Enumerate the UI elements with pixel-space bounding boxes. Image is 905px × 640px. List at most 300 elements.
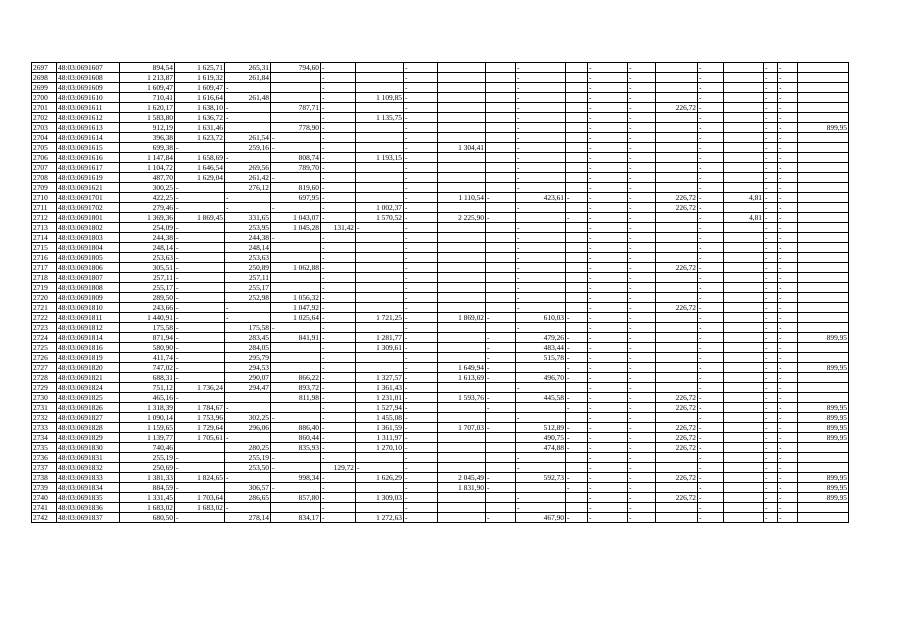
row-number-cell: 2725 xyxy=(32,343,57,353)
value-cell: 445,58 xyxy=(516,393,566,403)
value-cell xyxy=(798,163,849,173)
table-row xyxy=(32,413,849,423)
value-cell: - xyxy=(175,453,225,463)
value-cell xyxy=(486,143,516,153)
value-cell: 1 361,43 xyxy=(356,383,404,393)
value-cell xyxy=(438,303,486,313)
value-cell: 1 455,08 xyxy=(356,413,404,423)
value-cell xyxy=(724,333,764,343)
value-cell: - xyxy=(404,123,438,133)
value-cell: - xyxy=(321,103,356,113)
value-cell xyxy=(566,323,588,333)
value-cell: - xyxy=(778,413,798,423)
row-number-cell: 2723 xyxy=(32,323,57,333)
value-cell: - xyxy=(588,413,628,423)
value-cell xyxy=(438,243,486,253)
value-cell: - xyxy=(764,223,778,233)
table-row xyxy=(32,193,849,203)
value-cell: - xyxy=(321,333,356,343)
value-cell: - xyxy=(698,293,724,303)
table-row xyxy=(32,263,849,273)
row-number-cell: 2728 xyxy=(32,373,57,383)
cadastral-number-cell: 48:03:0691831 xyxy=(57,453,120,463)
value-cell: - xyxy=(698,353,724,363)
row-number-cell: 2739 xyxy=(32,483,57,493)
value-cell xyxy=(724,143,764,153)
row-number-cell: 2701 xyxy=(32,103,57,113)
value-cell xyxy=(724,473,764,483)
value-cell: - xyxy=(698,433,724,443)
value-cell: - xyxy=(175,243,225,253)
value-cell xyxy=(438,263,486,273)
value-cell: - xyxy=(698,183,724,193)
value-cell: - xyxy=(778,263,798,273)
value-cell: 496,70 xyxy=(516,373,566,383)
value-cell: - xyxy=(588,193,628,203)
value-cell: 740,46 xyxy=(120,443,175,453)
value-cell xyxy=(656,113,698,123)
value-cell: - xyxy=(516,293,566,303)
value-cell xyxy=(656,123,698,133)
value-cell: - xyxy=(225,503,271,513)
value-cell: 697,95 xyxy=(271,193,321,203)
value-cell xyxy=(724,93,764,103)
value-cell: - xyxy=(628,283,656,293)
value-cell: - xyxy=(698,93,724,103)
table-row xyxy=(32,433,849,443)
value-cell xyxy=(798,303,849,313)
value-cell: - xyxy=(516,243,566,253)
value-cell: - xyxy=(778,283,798,293)
value-cell xyxy=(486,463,516,473)
value-cell xyxy=(566,253,588,263)
value-cell: - xyxy=(764,93,778,103)
value-cell xyxy=(486,323,516,333)
value-cell: 283,45 xyxy=(225,333,271,343)
value-cell: - xyxy=(588,473,628,483)
value-cell: - xyxy=(764,163,778,173)
value-cell xyxy=(724,463,764,473)
value-cell xyxy=(486,123,516,133)
value-cell xyxy=(656,283,698,293)
value-cell xyxy=(656,343,698,353)
value-cell xyxy=(438,73,486,83)
value-cell: - xyxy=(271,203,321,213)
value-cell: - xyxy=(175,183,225,193)
value-cell: - xyxy=(321,123,356,133)
value-cell: 278,14 xyxy=(225,513,271,523)
value-cell xyxy=(798,383,849,393)
value-cell: - xyxy=(271,133,321,143)
value-cell: - xyxy=(778,213,798,223)
value-cell: - xyxy=(764,353,778,363)
value-cell: 226,72 xyxy=(656,393,698,403)
value-cell xyxy=(724,173,764,183)
value-cell: - xyxy=(486,343,516,353)
value-cell: - xyxy=(588,263,628,273)
value-cell xyxy=(356,183,404,193)
value-cell: 1 090,14 xyxy=(120,413,175,423)
row-number-cell: 2719 xyxy=(32,283,57,293)
table-row xyxy=(32,293,849,303)
value-cell: - xyxy=(698,73,724,83)
row-number-cell: 2736 xyxy=(32,453,57,463)
cadastral-number-cell: 48:03:0691804 xyxy=(57,243,120,253)
value-cell: 899,95 xyxy=(798,423,849,433)
row-number-cell: 2705 xyxy=(32,143,57,153)
value-cell: - xyxy=(516,183,566,193)
value-cell: 1 361,59 xyxy=(356,423,404,433)
value-cell: - xyxy=(698,453,724,463)
value-cell: 422,25 xyxy=(120,193,175,203)
value-cell: - xyxy=(404,433,438,443)
cadastral-number-cell: 48:03:0691610 xyxy=(57,93,120,103)
value-cell xyxy=(798,153,849,163)
value-cell xyxy=(724,383,764,393)
value-cell: - xyxy=(588,213,628,223)
value-cell: - xyxy=(404,133,438,143)
value-cell xyxy=(438,223,486,233)
value-cell: - xyxy=(628,463,656,473)
value-cell: 300,25 xyxy=(120,183,175,193)
value-cell: 1 331,45 xyxy=(120,493,175,503)
value-cell: - xyxy=(225,113,271,123)
cadastral-number-cell: 48:03:0691701 xyxy=(57,193,120,203)
cadastral-number-cell: 48:03:0691829 xyxy=(57,433,120,443)
value-cell xyxy=(486,133,516,143)
value-cell: - xyxy=(764,183,778,193)
value-cell: 226,72 xyxy=(656,403,698,413)
value-cell xyxy=(438,63,486,73)
value-cell: - xyxy=(764,403,778,413)
value-cell xyxy=(656,503,698,513)
value-cell xyxy=(516,363,566,373)
value-cell: - xyxy=(566,423,588,433)
value-cell: 610,03 xyxy=(516,313,566,323)
value-cell: - xyxy=(628,193,656,203)
value-cell: - xyxy=(698,213,724,223)
value-cell: - xyxy=(778,123,798,133)
value-cell xyxy=(438,173,486,183)
value-cell xyxy=(724,343,764,353)
value-cell: - xyxy=(404,213,438,223)
value-cell xyxy=(656,383,698,393)
value-cell: 226,72 xyxy=(656,193,698,203)
value-cell: - xyxy=(628,93,656,103)
value-cell xyxy=(356,253,404,263)
value-cell xyxy=(724,493,764,503)
value-cell: 894,54 xyxy=(120,63,175,73)
value-cell xyxy=(798,503,849,513)
value-cell: - xyxy=(588,153,628,163)
value-cell xyxy=(798,103,849,113)
value-cell: - xyxy=(698,223,724,233)
value-cell: - xyxy=(698,243,724,253)
value-cell: - xyxy=(698,253,724,263)
value-cell xyxy=(356,273,404,283)
value-cell xyxy=(566,183,588,193)
value-cell: 129,72 xyxy=(321,463,356,473)
value-cell: 1 638,10 xyxy=(175,103,225,113)
table-row xyxy=(32,283,849,293)
value-cell: - xyxy=(404,503,438,513)
value-cell xyxy=(486,293,516,303)
value-cell: - xyxy=(271,413,321,423)
value-cell: 411,74 xyxy=(120,353,175,363)
value-cell: 284,05 xyxy=(225,343,271,353)
value-cell: - xyxy=(698,323,724,333)
value-cell xyxy=(798,213,849,223)
value-cell: - xyxy=(404,493,438,503)
value-cell: - xyxy=(225,403,271,413)
row-number-cell: 2733 xyxy=(32,423,57,433)
value-cell xyxy=(566,453,588,463)
value-cell: 680,50 xyxy=(120,513,175,523)
value-cell: - xyxy=(516,233,566,243)
value-cell xyxy=(356,453,404,463)
value-cell xyxy=(486,113,516,123)
value-cell xyxy=(656,453,698,463)
value-cell: - xyxy=(778,343,798,353)
value-cell: - xyxy=(321,143,356,153)
value-cell: - xyxy=(764,103,778,113)
value-cell: - xyxy=(321,153,356,163)
value-cell: - xyxy=(516,123,566,133)
value-cell xyxy=(438,123,486,133)
value-cell xyxy=(798,293,849,303)
value-cell xyxy=(438,513,486,523)
value-cell: 899,95 xyxy=(798,123,849,133)
value-cell: 834,17 xyxy=(271,513,321,523)
value-cell: - xyxy=(588,203,628,213)
value-cell: - xyxy=(778,243,798,253)
value-cell: - xyxy=(628,223,656,233)
value-cell: 893,72 xyxy=(271,383,321,393)
value-cell: - xyxy=(404,323,438,333)
value-cell: - xyxy=(404,173,438,183)
value-cell xyxy=(724,73,764,83)
value-cell xyxy=(724,423,764,433)
value-cell: 1 002,37 xyxy=(356,203,404,213)
value-cell: 860,44 xyxy=(271,433,321,443)
row-number-cell: 2698 xyxy=(32,73,57,83)
value-cell: - xyxy=(698,443,724,453)
value-cell: - xyxy=(628,513,656,523)
value-cell xyxy=(656,363,698,373)
value-cell: 490,75 xyxy=(516,433,566,443)
value-cell: 592,73 xyxy=(516,473,566,483)
value-cell: - xyxy=(588,503,628,513)
value-cell: 257,11 xyxy=(120,273,175,283)
row-number-cell: 2700 xyxy=(32,93,57,103)
value-cell xyxy=(724,123,764,133)
value-cell: - xyxy=(698,83,724,93)
value-cell: - xyxy=(404,153,438,163)
value-cell: - xyxy=(516,103,566,113)
cadastral-number-cell: 48:03:0691810 xyxy=(57,303,120,313)
value-cell: - xyxy=(628,473,656,483)
value-cell: - xyxy=(516,323,566,333)
value-cell: - xyxy=(778,73,798,83)
value-cell: 331,65 xyxy=(225,213,271,223)
value-cell xyxy=(656,243,698,253)
value-cell: - xyxy=(628,63,656,73)
cadastral-number-cell: 48:03:0691806 xyxy=(57,263,120,273)
value-cell: - xyxy=(225,313,271,323)
value-cell: - xyxy=(516,303,566,313)
value-cell xyxy=(656,373,698,383)
value-cell: 253,95 xyxy=(225,223,271,233)
value-cell: - xyxy=(566,343,588,353)
value-cell xyxy=(438,203,486,213)
row-number-cell: 2703 xyxy=(32,123,57,133)
value-cell: - xyxy=(321,383,356,393)
value-cell xyxy=(438,493,486,503)
cadastral-number-cell: 48:03:0691803 xyxy=(57,233,120,243)
value-cell: - xyxy=(698,303,724,313)
value-cell: 474,88 xyxy=(516,443,566,453)
row-number-cell: 2704 xyxy=(32,133,57,143)
value-cell: - xyxy=(321,73,356,83)
value-cell: - xyxy=(486,213,516,223)
value-cell: 261,54 xyxy=(225,133,271,143)
value-cell: - xyxy=(271,143,321,153)
value-cell: - xyxy=(764,73,778,83)
value-cell: - xyxy=(404,463,438,473)
row-number-cell: 2740 xyxy=(32,493,57,503)
value-cell: - xyxy=(486,483,516,493)
value-cell: 479,26 xyxy=(516,333,566,343)
value-cell: - xyxy=(764,173,778,183)
value-cell: - xyxy=(764,383,778,393)
value-cell: - xyxy=(486,403,516,413)
value-cell xyxy=(486,153,516,163)
value-cell: - xyxy=(321,343,356,353)
value-cell xyxy=(656,163,698,173)
value-cell: 1 147,84 xyxy=(120,153,175,163)
value-cell xyxy=(656,93,698,103)
cadastral-number-cell: 48:03:0691825 xyxy=(57,393,120,403)
row-number-cell: 2716 xyxy=(32,253,57,263)
value-cell xyxy=(798,343,849,353)
value-cell: 789,70 xyxy=(271,163,321,173)
value-cell: - xyxy=(698,393,724,403)
value-cell xyxy=(724,113,764,123)
value-cell: 253,63 xyxy=(120,253,175,263)
cadastral-number-cell: 48:03:0691833 xyxy=(57,473,120,483)
value-cell: - xyxy=(698,473,724,483)
value-cell xyxy=(656,333,698,343)
value-cell: 423,61 xyxy=(516,193,566,203)
value-cell: - xyxy=(764,123,778,133)
value-cell: - xyxy=(175,293,225,303)
value-cell: - xyxy=(778,353,798,363)
value-cell xyxy=(486,223,516,233)
value-cell xyxy=(656,483,698,493)
value-cell: 794,60 xyxy=(271,63,321,73)
value-cell xyxy=(486,93,516,103)
table-row xyxy=(32,203,849,213)
cadastral-number-cell: 48:03:0691801 xyxy=(57,213,120,223)
value-cell: - xyxy=(566,513,588,523)
cadastral-number-cell: 48:03:0691807 xyxy=(57,273,120,283)
value-cell xyxy=(724,63,764,73)
value-cell: - xyxy=(778,193,798,203)
value-cell: 899,95 xyxy=(798,413,849,423)
row-number-cell: 2712 xyxy=(32,213,57,223)
value-cell: 1 703,64 xyxy=(175,493,225,503)
value-cell: 295,79 xyxy=(225,353,271,363)
value-cell: 1 707,03 xyxy=(438,423,486,433)
value-cell: - xyxy=(764,263,778,273)
value-cell: - xyxy=(628,433,656,443)
value-cell: - xyxy=(566,213,588,223)
table-row xyxy=(32,173,849,183)
value-cell xyxy=(356,123,404,133)
value-cell: - xyxy=(628,453,656,463)
cadastral-number-cell: 48:03:0691824 xyxy=(57,383,120,393)
value-cell: - xyxy=(225,193,271,203)
value-cell: 1 159,65 xyxy=(120,423,175,433)
value-cell: - xyxy=(516,503,566,513)
value-cell xyxy=(486,63,516,73)
cadastral-number-cell: 48:03:0691834 xyxy=(57,483,120,493)
cadastral-number-cell: 48:03:0691607 xyxy=(57,63,120,73)
value-cell xyxy=(724,443,764,453)
value-cell: - xyxy=(764,153,778,163)
table-row xyxy=(32,213,849,223)
value-cell: 290,07 xyxy=(225,373,271,383)
value-cell xyxy=(566,63,588,73)
value-cell xyxy=(486,383,516,393)
value-cell: 1 705,61 xyxy=(175,433,225,443)
value-cell: 276,12 xyxy=(225,183,271,193)
value-cell: 253,63 xyxy=(225,253,271,263)
value-cell: 1 616,64 xyxy=(175,93,225,103)
row-number-cell: 2707 xyxy=(32,163,57,173)
value-cell: 244,38 xyxy=(225,233,271,243)
value-cell: - xyxy=(764,453,778,463)
value-cell xyxy=(798,353,849,363)
value-cell xyxy=(566,153,588,163)
row-number-cell: 2737 xyxy=(32,463,57,473)
value-cell xyxy=(724,323,764,333)
value-cell: - xyxy=(764,363,778,373)
value-cell: - xyxy=(404,103,438,113)
table-row xyxy=(32,223,849,233)
value-cell xyxy=(656,233,698,243)
value-cell: - xyxy=(628,373,656,383)
value-cell: 1 304,41 xyxy=(438,143,486,153)
value-cell xyxy=(566,83,588,93)
cadastral-number-cell: 48:03:0691814 xyxy=(57,333,120,343)
value-cell: 899,95 xyxy=(798,473,849,483)
value-cell xyxy=(724,293,764,303)
value-cell xyxy=(356,263,404,273)
value-cell xyxy=(438,443,486,453)
value-cell: - xyxy=(764,243,778,253)
value-cell xyxy=(486,253,516,263)
value-cell: - xyxy=(698,503,724,513)
value-cell: - xyxy=(321,83,356,93)
value-cell xyxy=(356,283,404,293)
value-cell: - xyxy=(175,273,225,283)
table-row xyxy=(32,123,849,133)
value-cell: 899,95 xyxy=(798,363,849,373)
value-cell: - xyxy=(698,283,724,293)
value-cell: - xyxy=(404,193,438,203)
value-cell xyxy=(356,233,404,243)
